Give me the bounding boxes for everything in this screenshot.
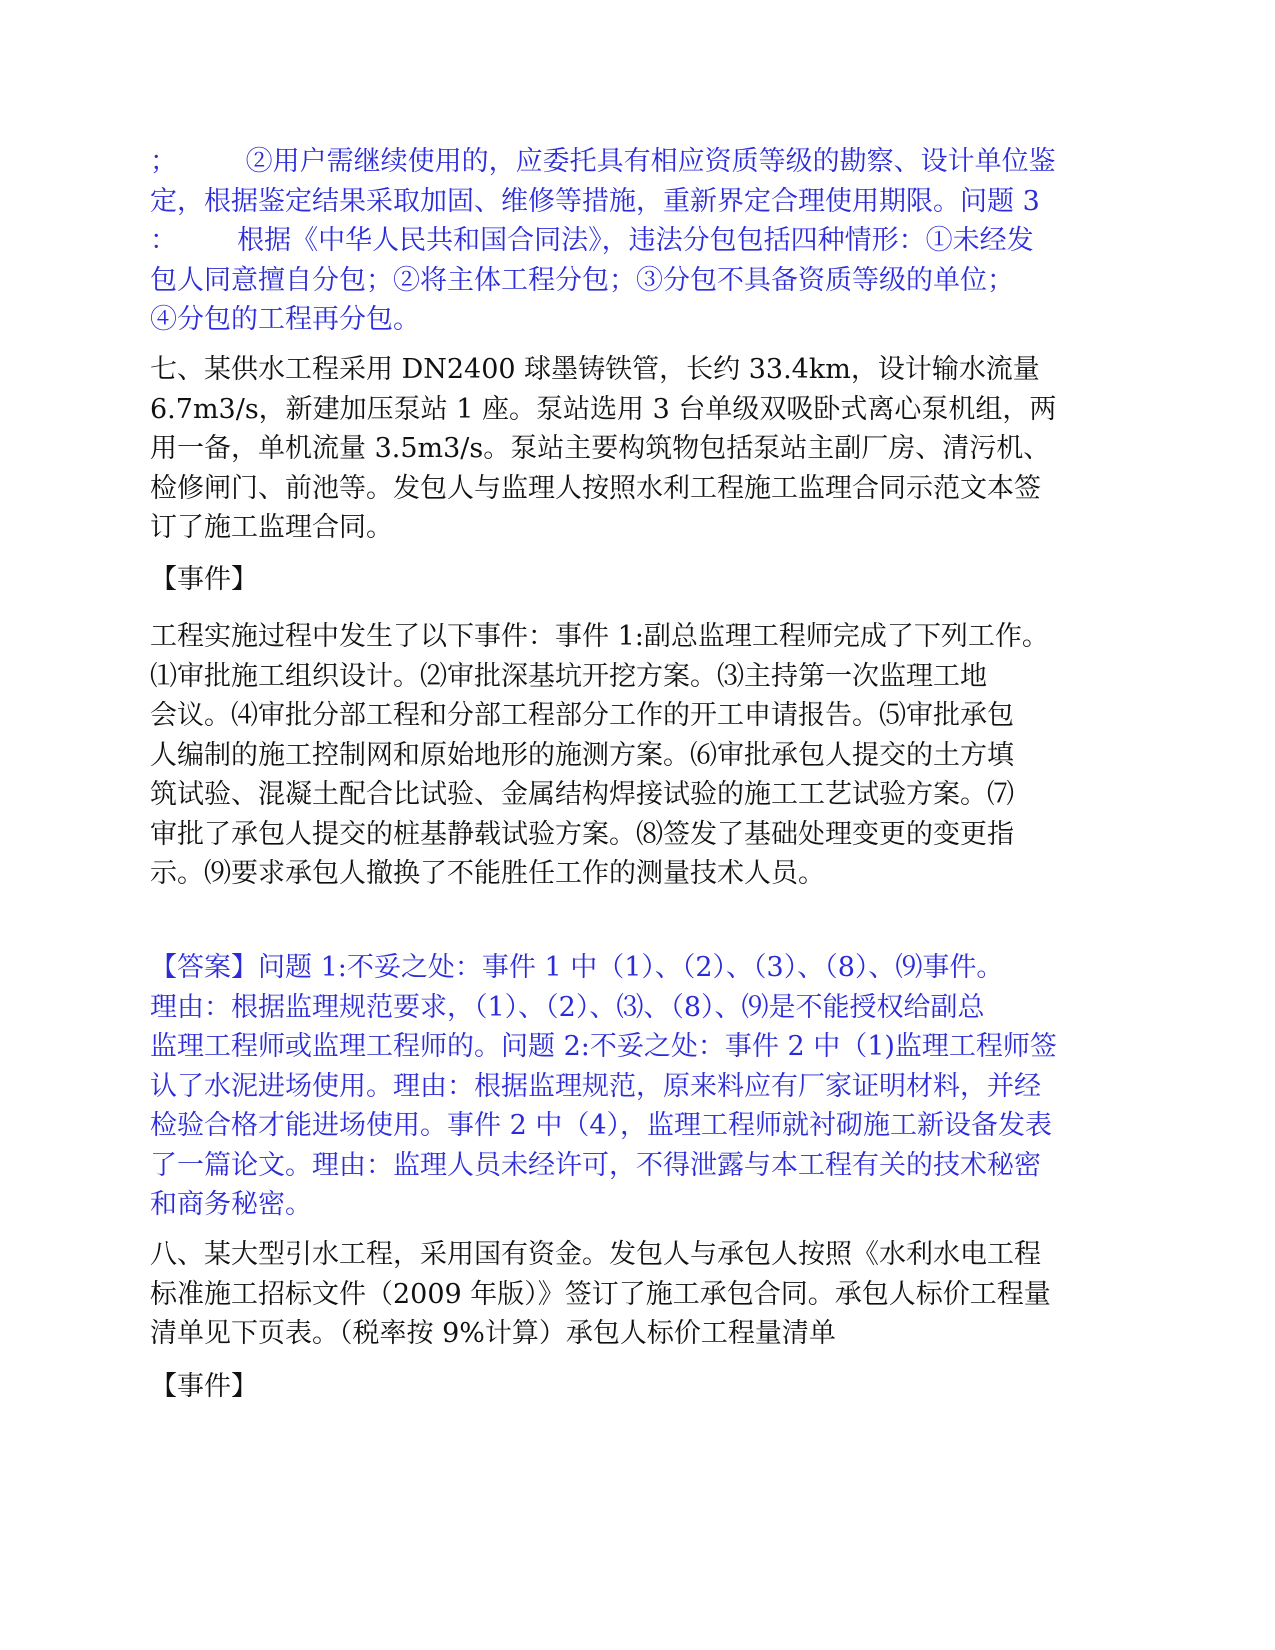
question-line: 用一备，单机流量 3.5m3/s。泵站主要构筑物包括泵站主副厂房、清污机、 — [150, 433, 1051, 464]
question-line: 八、某大型引水工程，采用国有资金。发包人与承包人按照《水利水电工程 — [150, 1239, 1041, 1270]
question-line: 检修闸门、前池等。发包人与监理人按照水利工程施工监理合同示范文本签 — [150, 472, 1041, 504]
event-line: 会议。⑷审批分部工程和分部工程部分工作的开工申请报告。⑸审批承包 — [150, 700, 1014, 731]
answer-line: 了一篇论文。理由：监理人员未经许可，不得泄露与本工程有关的技术秘密 — [150, 1149, 1041, 1181]
question-8-paragraph — [150, 1235, 1125, 1354]
question-7-event-heading — [150, 560, 1125, 600]
question-7-paragraph — [150, 350, 1125, 548]
question-7-event-body — [150, 617, 1125, 894]
answer-line: 认了水泥进场使用。理由：根据监理规范，原来料应有厂家证明材料，并经 — [150, 1070, 1041, 1102]
event-heading: 【事件】 — [150, 564, 258, 595]
answer-line: ④分包的工程再分包。 — [150, 304, 420, 335]
answer-line: 定，根据鉴定结果采取加固、维修等措施，重新界定合理使用期限。问题 3 — [150, 185, 1040, 217]
answer-continued-block — [150, 142, 1125, 340]
answer-line: ； ②用户需继续使用的，应委托具有相应资质等级的勘察、设计单位鉴 — [150, 146, 1056, 177]
question-8-event-heading — [150, 1367, 1125, 1407]
question-line: 七、某供水工程采用 DN2400 球墨铸铁管，长约 33.4km，设计输水流量 — [150, 354, 1040, 385]
question-line: 标准施工招标文件（2009 年版）》签订了施工承包合同。承包人标价工程量 — [150, 1278, 1051, 1310]
question-line: 6.7m3/s，新建加压泵站 1 座。泵站选用 3 台单级双吸卧式离心泵机组，两 — [150, 393, 1057, 425]
event-line: 工程实施过程中发生了以下事件：事件 1:副总监理工程师完成了下列工作。 — [150, 621, 1049, 652]
question-line: 订了施工监理合同。 — [150, 512, 393, 543]
answer-line: 【答案】问题 1:不妥之处：事件 1 中（1）、（2）、（3）、（8）、⑼事件。 — [150, 952, 1004, 983]
event-line: 人编制的施工控制网和原始地形的施测方案。⑹审批承包人提交的土方填 — [150, 739, 1014, 771]
question-line: 清单见下页表。（税率按 9%计算）承包人标价工程量清单 — [150, 1318, 836, 1349]
answer-line: 包人同意擅自分包；②将主体工程分包；③分包不具备资质等级的单位； — [150, 264, 1014, 296]
answer-line: 监理工程师或监理工程师的。问题 2:不妥之处：事件 2 中（1)监理工程师签 — [150, 1031, 1057, 1062]
answer-line: ： 根据《中华人民共和国合同法》，违法分包包括四种情形：①未经发 — [150, 225, 1034, 256]
event-line: 筑试验、混凝土配合比试验、金属结构焊接试验的施工工艺试验方案。⑺ — [150, 779, 1014, 810]
answer-line: 理由：根据监理规范要求，（1）、（2）、⑶、（8）、⑼是不能授权给副总 — [150, 991, 985, 1023]
event-line: 审批了承包人提交的桩基静载试验方案。⑻签发了基础处理变更的变更指 — [150, 818, 1014, 850]
event-heading: 【事件】 — [150, 1371, 258, 1402]
event-line: ⑴审批施工组织设计。⑵审批深基坑开挖方案。⑶主持第一次监理工地 — [150, 660, 987, 692]
answer-line: 检验合格才能进场使用。事件 2 中（4），监理工程师就衬砌施工新设备发表 — [150, 1110, 1053, 1141]
answer-line: 和商务秘密。 — [150, 1189, 312, 1220]
event-line: 示。⑼要求承包人撤换了不能胜任工作的测量技术人员。 — [150, 858, 825, 889]
answer-7-block — [150, 948, 1125, 1225]
